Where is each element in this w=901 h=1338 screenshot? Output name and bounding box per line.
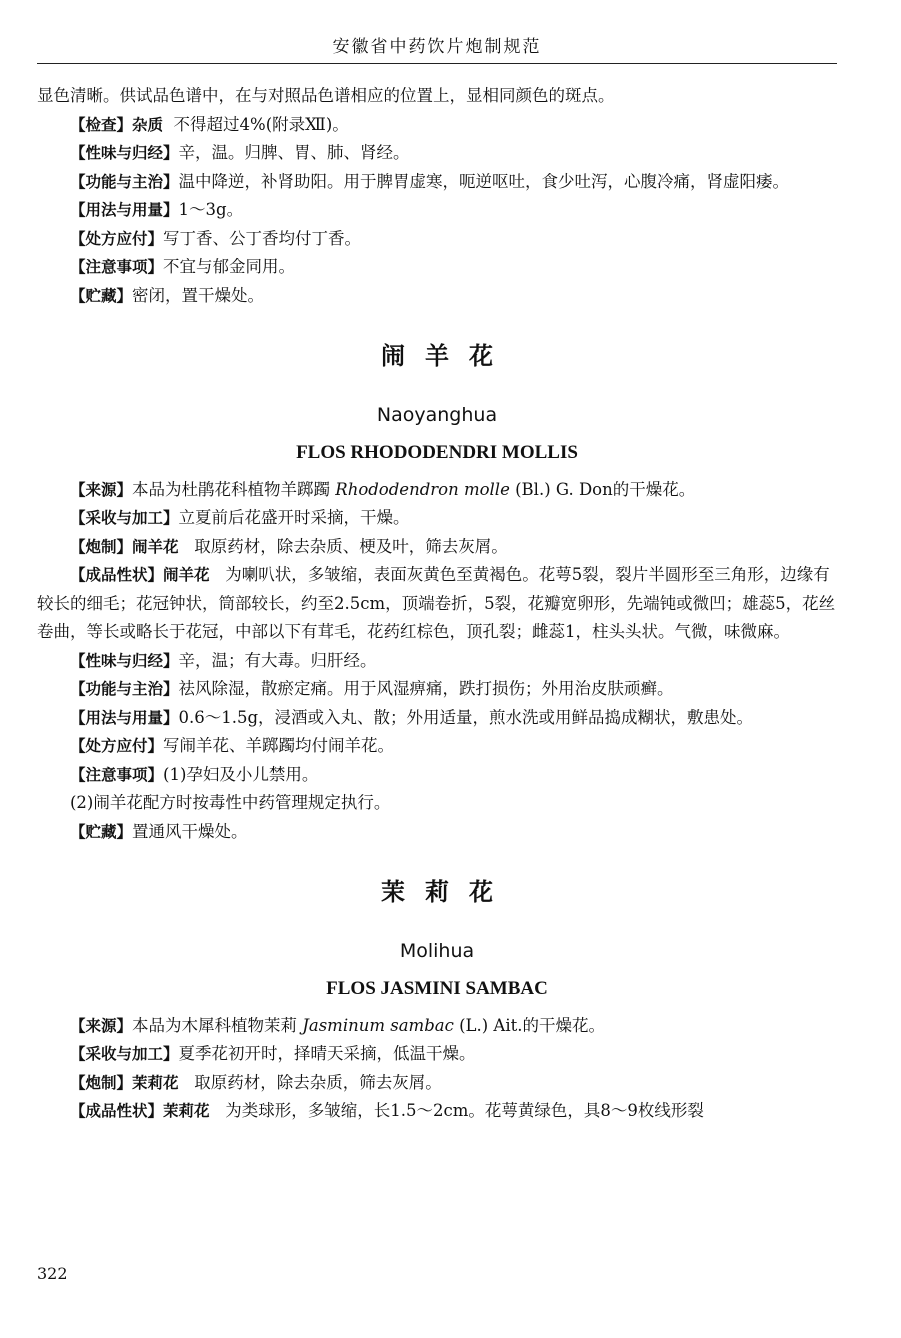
xingzhuang-text: 为类球形，多皱缩，长1.5～2cm。花萼黄绿色，具8～9枚线形裂	[225, 1101, 704, 1120]
zhuyi-label: 【注意事项】	[70, 765, 164, 784]
yongfa-paragraph	[37, 704, 837, 733]
zhucang-paragraph	[37, 282, 837, 311]
pinyin-naoyanghua: Naoyanghua	[376, 403, 498, 426]
paozhi-text: 取原药材，除去杂质、梗及叶，筛去灰屑。	[194, 536, 508, 556]
latin-name-naoyanghua: FLOS RHODODENDRI MOLLIS	[296, 442, 578, 463]
zhuyi-paragraph	[37, 761, 837, 790]
jiancha-sub: 杂质	[132, 115, 164, 134]
xingwei-paragraph	[37, 139, 837, 168]
species-name: Jasminum sambac	[302, 1015, 454, 1035]
caishou-label: 【采收与加工】	[70, 1045, 179, 1063]
jiancha-paragraph	[37, 111, 837, 140]
caishou-paragraph	[37, 1040, 837, 1069]
laiyuan-paragraph	[37, 1012, 837, 1041]
caishou-paragraph	[37, 504, 837, 533]
chufang-label: 【处方应付】	[70, 229, 164, 248]
xingzhuang-sub: 茉莉花	[163, 1102, 210, 1120]
monograph-title-naoyanghua: 闹羊花	[381, 342, 513, 370]
zhucang-paragraph	[37, 818, 837, 847]
zhucang-text: 密闭，置干燥处。	[132, 285, 265, 305]
xingwei-label: 【性味与归经】	[70, 651, 179, 670]
species-name: Rhododendron molle	[335, 479, 510, 499]
gongneng-paragraph	[37, 675, 837, 704]
xingzhuang-paragraph	[37, 561, 837, 647]
laiyuan-label: 【来源】	[70, 480, 133, 499]
monograph-title-molihua: 茉莉花	[381, 878, 513, 906]
zhuyi-label: 【注意事项】	[70, 258, 164, 276]
zhuyi-text: 不宜与郁金同用。	[163, 257, 296, 276]
zhucang-text: 置通风干燥处。	[132, 821, 248, 841]
xingzhuang-text: 为喇叭状，多皱缩，表面灰黄色至黄褐色。花萼5裂，裂片半圆形至三角形，边缘有较长的细毛；花冠钟状，筒部较长，约至2.5cm，顶端卷折，5裂，花瓣宽卵形，先端钝或微凹；雄蕊5，花丝卷曲，等长或略长于花冠，中部以下有茸毛，花药红棕色，顶孔裂；雌蕊1，柱头头状。气微，味微麻。	[37, 565, 836, 641]
chufang-label: 【处方应付】	[70, 737, 164, 755]
yongfa-text: 0.6～1.5g，浸酒或入丸、散；外用适量，煎水洗或用鲜品捣成糊状，敷患处。	[178, 707, 754, 727]
chufang-paragraph	[37, 732, 837, 761]
page-number: 322	[37, 1264, 68, 1283]
gongneng-text: 温中降逆，补肾助阳。用于脾胃虚寒，呃逆呕吐，食少吐泻，心腹冷痛，肾虚阳痿。	[178, 171, 790, 191]
paozhi-text: 取原药材，除去杂质，筛去灰屑。	[194, 1072, 442, 1092]
laiyuan-paragraph	[37, 476, 837, 505]
chufang-text: 写闹羊花、羊踯躅均付闹羊花。	[163, 736, 395, 755]
xingwei-text: 辛，温。归脾、胃、肺、肾经。	[178, 143, 410, 162]
laiyuan-post: (L.) Ait.的干燥花。	[459, 1015, 605, 1035]
header-divider	[37, 63, 837, 64]
laiyuan-post: (Bl.) G. Don的干燥花。	[515, 479, 696, 499]
gongneng-paragraph	[37, 168, 837, 197]
paozhi-paragraph	[37, 533, 837, 562]
gongneng-text: 祛风除湿，散瘀定痛。用于风湿痹痛，跌打损伤；外用治皮肤顽癣。	[178, 679, 674, 698]
paozhi-label: 【炮制】	[70, 1073, 133, 1092]
zhuyi-text-1: (1)孕妇及小儿禁用。	[163, 764, 319, 784]
paozhi-sub: 闹羊花	[132, 537, 179, 556]
gongneng-label: 【功能与主治】	[70, 680, 179, 698]
caishou-label: 【采收与加工】	[70, 509, 179, 527]
paozhi-label: 【炮制】	[70, 537, 133, 556]
caishou-text: 夏季花初开时，择晴天采摘，低温干燥。	[178, 1044, 476, 1063]
paozhi-sub: 茉莉花	[132, 1073, 179, 1092]
jiancha-text: 不得超过4%(附录Ⅻ)。	[173, 114, 349, 134]
yongfa-label: 【用法与用量】	[70, 201, 179, 219]
xingzhuang-sub: 闹羊花	[163, 566, 210, 584]
running-header: 安徽省中药饮片炮制规范	[332, 37, 542, 57]
zhucang-label: 【贮藏】	[70, 286, 133, 305]
zhuyi-paragraph-2: (2)闹羊花配方时按毒性中药管理规定执行。	[70, 793, 391, 812]
gongneng-label: 【功能与主治】	[70, 172, 179, 191]
xingzhuang-label: 【成品性状】	[70, 566, 164, 584]
chufang-text: 写丁香、公丁香均付丁香。	[163, 228, 362, 248]
xingzhuang-paragraph	[37, 1097, 837, 1126]
laiyuan-label: 【来源】	[70, 1016, 133, 1035]
zhuyi-paragraph	[37, 253, 837, 282]
xingwei-paragraph	[37, 647, 837, 676]
page-body	[37, 82, 837, 1126]
xingzhuang-label: 【成品性状】	[70, 1102, 164, 1120]
yongfa-text: 1～3g。	[178, 200, 244, 219]
xingwei-text: 辛，温；有大毒。归肝经。	[178, 650, 377, 670]
latin-name-molihua: FLOS JASMINI SAMBAC	[326, 978, 548, 999]
pinyin-molihua: Molihua	[399, 939, 475, 962]
zhucang-label: 【贮藏】	[70, 822, 133, 841]
paozhi-paragraph	[37, 1069, 837, 1098]
xingwei-label: 【性味与归经】	[70, 144, 179, 162]
chufang-paragraph	[37, 225, 837, 254]
caishou-text: 立夏前后花盛开时采摘，干燥。	[178, 508, 410, 527]
yongfa-label: 【用法与用量】	[70, 708, 179, 727]
laiyuan-pre: 本品为木犀科植物茉莉	[132, 1015, 298, 1035]
yongfa-paragraph	[37, 196, 837, 225]
laiyuan-pre: 本品为杜鹃花科植物羊踯躅	[132, 479, 331, 499]
continued-line: 显色清晰。供试品色谱中，在与对照品色谱相应的位置上，显相同颜色的斑点。	[37, 86, 615, 105]
jiancha-label: 【检查】	[70, 115, 133, 134]
